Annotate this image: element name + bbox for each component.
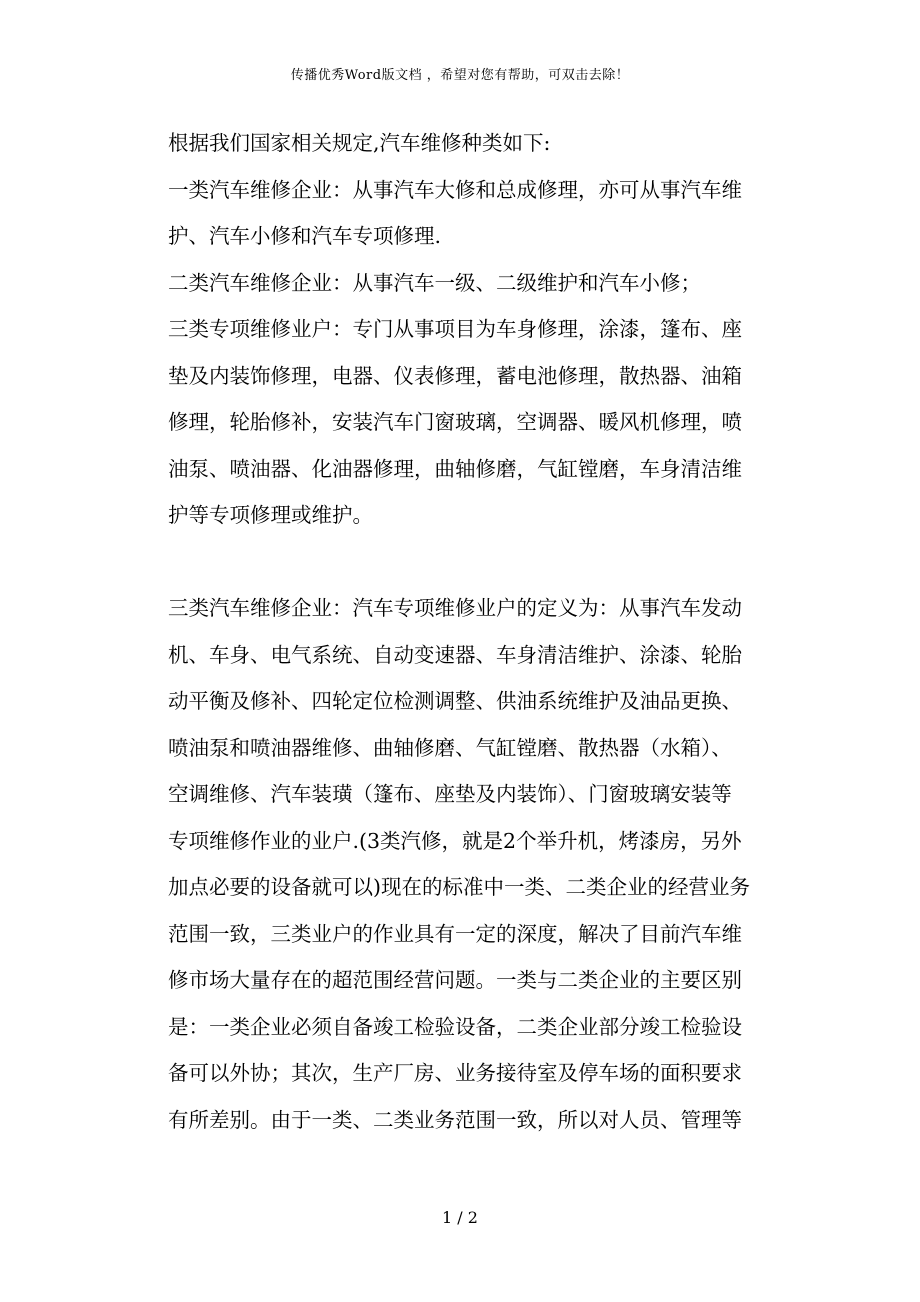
body-line: 一类汽车维修企业：从事汽车大修和总成修理，亦可从事汽车维 xyxy=(168,177,742,202)
body-line: 备可以外协；其次，生产厂房、业务接待室及停车场的面积要求 xyxy=(168,1061,742,1085)
body-line: 根据我们国家相关规定,汽车维修种类如下: xyxy=(168,131,551,155)
document-body xyxy=(168,120,778,1143)
body-line: 动平衡及修补、四轮定位检测调整、供油系统维护及油品更换、 xyxy=(168,689,742,713)
body-line: 护等专项修理或维护。 xyxy=(168,503,373,527)
body-line: 修理，轮胎修补，安装汽车门窗玻璃，空调器、暖风机修理，喷 xyxy=(168,410,742,434)
body-line: 是：一类企业必须自备竣工检验设备，二类企业部分竣工检验设 xyxy=(168,1014,742,1039)
header-notice: 传播优秀Word版文档 ，希望对您有帮助，可双击去除！ xyxy=(290,68,630,83)
body-line: 油泵、喷油器、化油器修理，曲轴修磨，气缸镗磨，车身清洁维 xyxy=(168,456,742,481)
body-line: 护、汽车小修和汽车专项修理. xyxy=(168,224,442,248)
body-line: 机、车身、电气系统、自动变速器、车身清洁维护、涂漆、轮胎 xyxy=(168,642,742,667)
body-line: 有所差别。由于一类、二类业务范围一致，所以对人员、管理等 xyxy=(168,1107,742,1132)
page-number: 1 / 2 xyxy=(442,1208,478,1227)
body-line: 修市场大量存在的超范围经营问题。一类与二类企业的主要区别 xyxy=(168,968,742,992)
body-line: 加点必要的设备就可以)现在的标准中一类、二类企业的经营业务 xyxy=(168,875,750,899)
body-line: 三类专项维修业户：专门从事项目为车身修理，涂漆，篷布、座 xyxy=(168,317,742,341)
body-line: 垫及内装饰修理，电器、仪表修理，蓄电池修理，散热器、油箱 xyxy=(168,363,742,388)
body-line: 范围一致，三类业户的作业具有一定的深度，解决了目前汽车维 xyxy=(168,921,742,946)
paragraph-spacer xyxy=(168,539,778,586)
body-line: 空调维修、汽车装璜（篷布、座垫及内装饰）、门窗玻璃安装等 xyxy=(168,782,732,806)
body-line: 二类汽车维修企业：从事汽车一级、二级维护和汽车小修； xyxy=(168,270,701,295)
body-line: 喷油泵和喷油器维修、曲轴修磨、气缸镗磨、散热器（水箱）、 xyxy=(168,735,732,760)
body-line: 三类汽车维修企业：汽车专项维修业户的定义为：从事汽车发动 xyxy=(168,596,742,620)
body-line: 专项维修作业的业户.(3类汽修，就是2个举升机，烤漆房，另外 xyxy=(168,828,742,853)
